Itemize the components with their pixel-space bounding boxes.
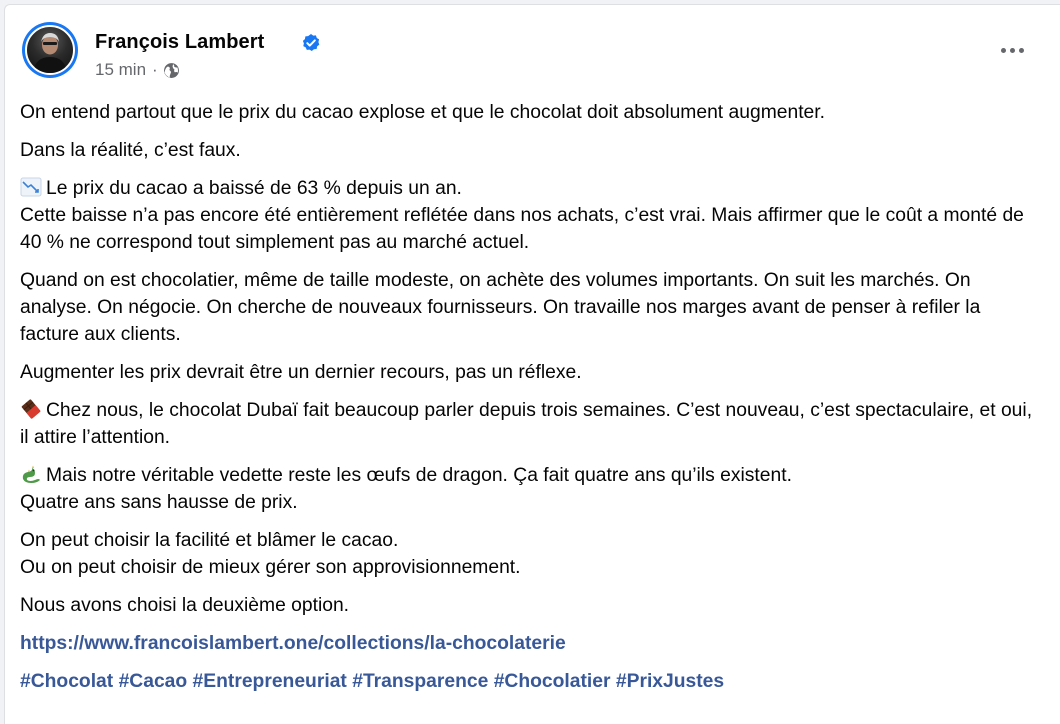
post-card bbox=[4, 4, 1060, 724]
paragraph-8-line-1: On peut choisir la facilité et blâmer le cacao. bbox=[20, 530, 399, 551]
paragraph-6-text: Chez nous, le chocolat Dubaï fait beaucoup parler depuis trois semaines. C’est nouveau, c’est spectaculaire, et oui, il attire l’attention. bbox=[20, 400, 1033, 448]
verified-badge-icon bbox=[301, 33, 321, 53]
hashtag-chocolat[interactable]: #Chocolat bbox=[20, 671, 114, 692]
more-dot bbox=[1010, 48, 1015, 53]
globe-icon[interactable] bbox=[163, 62, 180, 79]
avatar[interactable] bbox=[22, 22, 78, 78]
dragon-icon bbox=[20, 464, 42, 484]
paragraph-2: Dans la réalité, c’est faux. bbox=[20, 140, 241, 161]
more-options-button[interactable] bbox=[996, 39, 1028, 61]
paragraph-7 bbox=[20, 462, 1042, 516]
paragraph-9: Nous avons choisi la deuxième option. bbox=[20, 595, 350, 616]
hashtag-entrepreneuriat[interactable]: #Entrepreneuriat bbox=[192, 671, 347, 692]
more-dot bbox=[1019, 48, 1024, 53]
external-link[interactable]: https://www.francoislambert.one/collections/la-chocolaterie bbox=[20, 633, 566, 654]
hashtag-transparence[interactable]: #Transparence bbox=[352, 671, 489, 692]
post-timestamp[interactable]: 15 min bbox=[95, 60, 147, 79]
paragraph-3-line-1: Le prix du cacao a baissé de 63 % depuis un an. bbox=[46, 178, 462, 199]
paragraph-5: Augmenter les prix devrait être un dernier recours, pas un réflexe. bbox=[20, 362, 582, 383]
hashtag-chocolatier[interactable]: #Chocolatier bbox=[493, 671, 611, 692]
hashtag-cacao[interactable]: #Cacao bbox=[118, 671, 188, 692]
paragraph-6 bbox=[20, 397, 1042, 451]
avatar-photo bbox=[25, 25, 75, 75]
post-meta bbox=[95, 60, 180, 80]
paragraph-3-line-2: Cette baisse n’a pas encore été entièrement reflétée dans nos achats, c’est vrai. Mais affirmer que le coût a monté de 40 % ne correspond tout simplement pas au marché actuel. bbox=[20, 205, 1024, 253]
hashtag-prixjustes[interactable]: #PrixJustes bbox=[615, 671, 725, 692]
paragraph-1: On entend partout que le prix du cacao explose et que le chocolat doit absolument augmenter. bbox=[20, 102, 825, 123]
paragraph-7-line-1: Mais notre véritable vedette reste les œufs de dragon. Ça fait quatre ans qu’ils existent. bbox=[46, 465, 792, 486]
hashtag-list bbox=[20, 668, 1042, 695]
chart-decreasing-icon bbox=[20, 177, 42, 197]
link-paragraph bbox=[20, 630, 1042, 657]
author-name[interactable]: François Lambert bbox=[95, 31, 265, 53]
meta-separator: · bbox=[152, 60, 158, 79]
more-dot bbox=[1001, 48, 1006, 53]
paragraph-4: Quand on est chocolatier, même de taille modeste, on achète des volumes importants. On suit les marchés. On analyse. On négocie. On cherche de nouveaux fournisseurs. On travaille nos marges avant de penser à refiler la facture aux clients. bbox=[20, 270, 981, 345]
post-body bbox=[20, 99, 1042, 706]
post-header bbox=[5, 5, 1060, 89]
paragraph-8-line-2: Ou on peut choisir de mieux gérer son approvisionnement. bbox=[20, 557, 521, 578]
paragraph-8 bbox=[20, 527, 1042, 581]
paragraph-7-line-2: Quatre ans sans hausse de prix. bbox=[20, 492, 298, 513]
chocolate-bar-icon bbox=[20, 399, 42, 419]
paragraph-3 bbox=[20, 175, 1042, 256]
